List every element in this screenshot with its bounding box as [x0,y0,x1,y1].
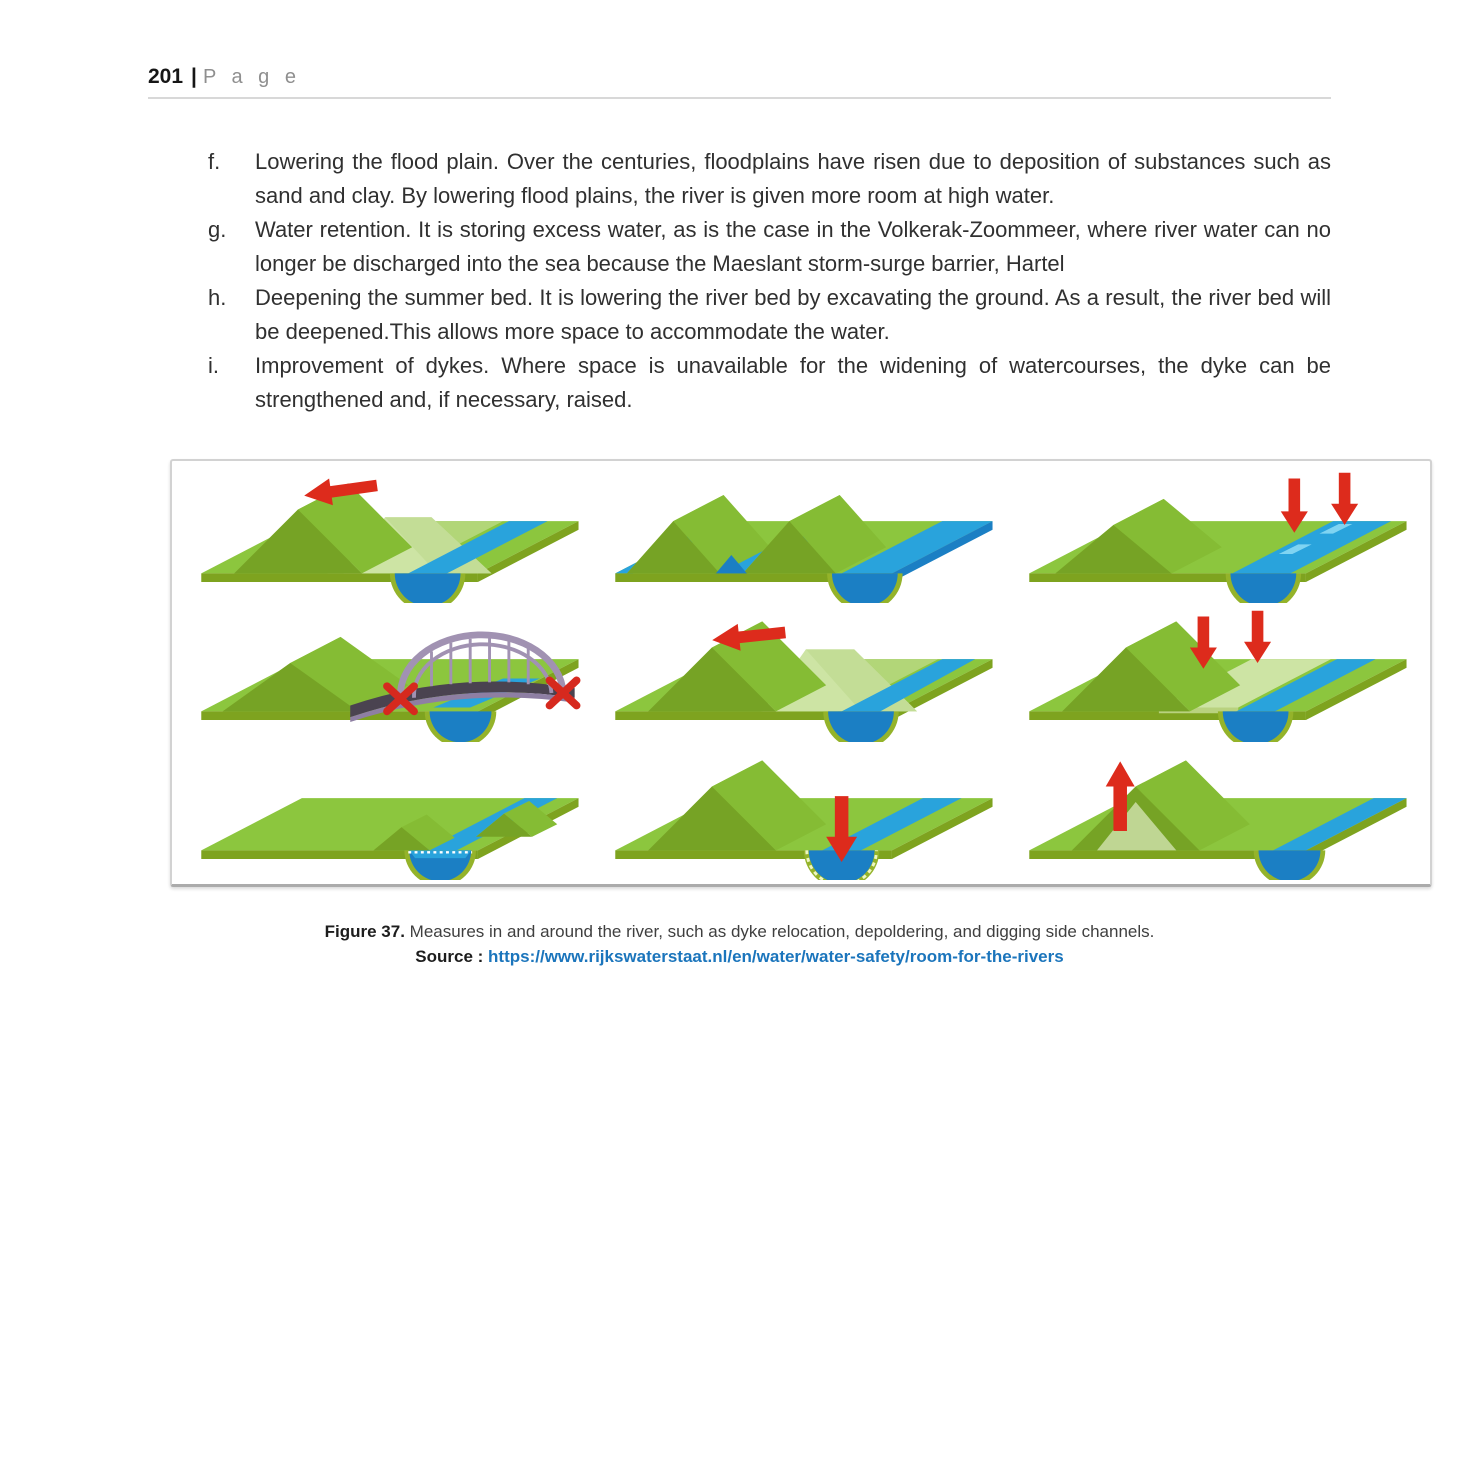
list-item-i [148,349,1331,417]
figure-panel-7 [180,742,594,880]
measures-list [148,145,1331,417]
dyke [648,760,826,850]
bridge-obstacle-illustration [180,603,594,741]
list-marker: h. [208,285,227,310]
list-text: Lowering the flood plain. Over the centuries, floodplains have risen due to deposition of substances such as sand and clay. By lowering flood plains, the river is given more room at high water. [255,149,1331,208]
figure-panel-2 [594,465,1008,603]
list-item-f [148,145,1331,213]
land-edge [615,573,841,582]
list-text: Improvement of dykes. Where space is unavailable for the widening of watercourses, the dyke can be strengthened and, if necessary, raised. [255,353,1331,412]
figure-panel-6 [1008,603,1422,741]
figure-panel-1 [180,465,594,603]
figure-label: Figure 37. [324,922,405,941]
depoldering-illustration [594,603,1008,741]
dyke [1062,622,1240,712]
source-separator: : [472,947,489,966]
page-header [148,64,1331,90]
page-number: 201 [148,65,184,88]
source-line [148,944,1331,969]
figure-image [170,459,1432,887]
caption-line [148,919,1331,944]
list-item-g [148,213,1331,281]
source-link[interactable]: https://www.rijkswaterstaat.nl/en/water/water-safety/room-for-the-rivers [488,947,1064,966]
lowering-floodplain-illustration [1008,603,1422,741]
header-rule [148,97,1331,99]
figure-panel-9 [1008,742,1422,880]
list-text: Water retention. It is storing excess water, as is the case in the Volkerak-Zoommeer, where river water can no longer be discharged into the sea because the Maeslant storm-surge barrier, Hartel [255,217,1331,276]
list-marker: f. [208,149,221,174]
source-label: Source [415,947,473,966]
raising-dyke-illustration [1008,742,1422,880]
list-text: Deepening the summer bed. It is lowering the river bed by excavating the ground. As a result, the river bed will be deepened.This allows more space to accommodate the water. [255,285,1331,344]
deepening-summer-bed-illustration [594,742,1008,880]
figure-caption [148,919,1331,969]
side-channel-illustration [180,742,594,880]
figure-panel-5 [594,603,1008,741]
dyke [1072,760,1250,850]
figure-panel-8 [594,742,1008,880]
page-label: P a g e [202,66,301,88]
list-item-h [148,281,1331,349]
high-water-illustration [594,465,1008,603]
caption-text: Measures in and around the river, such as dyke relocation, depoldering, and digging side channels. [404,922,1155,941]
dyke-relocation-illustration [180,465,594,603]
header-divider: | [191,65,197,88]
figure-panel-3 [1008,465,1422,603]
list-marker: i. [208,353,219,378]
list-marker: g. [208,217,227,242]
lowering-groynes-illustration [1008,465,1422,603]
figure-panel-4 [180,603,594,741]
